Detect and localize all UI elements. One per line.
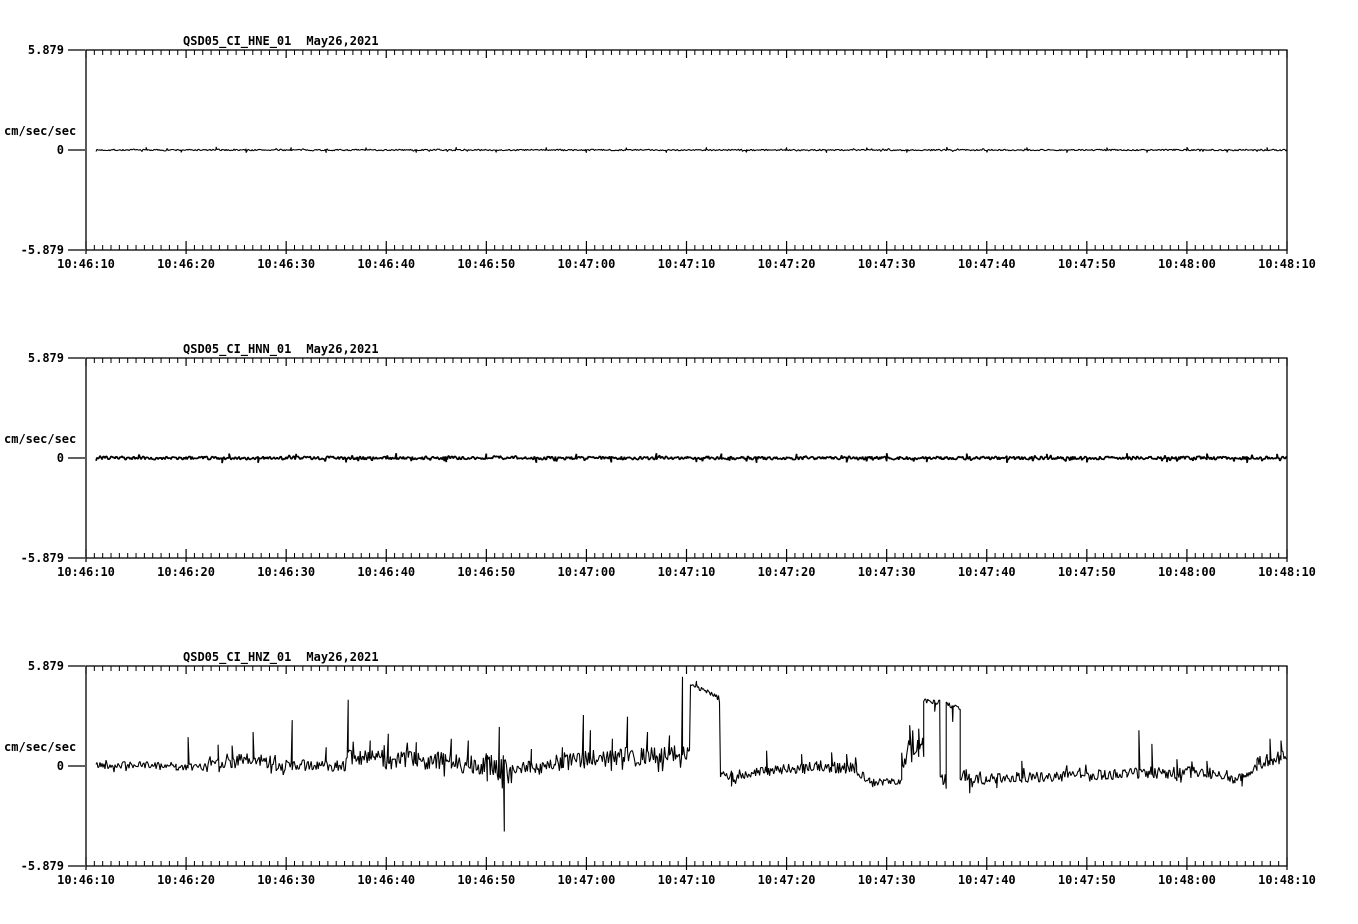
x-tick-label: 10:48:00 <box>1158 257 1216 271</box>
x-tick-label: 10:47:50 <box>1057 257 1116 271</box>
x-tick-label: 10:47:40 <box>957 565 1016 579</box>
y-min-label: -5.879 <box>20 551 64 565</box>
x-tick-label: 10:46:10 <box>57 565 115 579</box>
panel-title <box>183 34 379 48</box>
waveform-trace <box>96 147 1287 153</box>
x-tick-label: 10:46:50 <box>457 565 516 579</box>
y-max-label: 5.879 <box>27 659 64 673</box>
y-axis-unit-label: cm/sec/sec <box>4 124 77 138</box>
x-tick-label: 10:47:20 <box>757 873 816 887</box>
y-max-label: 5.879 <box>27 351 64 365</box>
x-tick-label: 10:47:30 <box>857 257 916 271</box>
x-tick-label: 10:46:40 <box>357 257 416 271</box>
x-tick-label: 10:46:10 <box>57 257 115 271</box>
panel-hnz <box>0 616 1358 924</box>
x-tick-label: 10:48:00 <box>1158 873 1216 887</box>
x-tick-label: 10:48:10 <box>1258 257 1316 271</box>
x-tick-label: 10:47:50 <box>1057 565 1116 579</box>
station-channel-label: QSD05_CI_HNE_01 <box>183 34 292 48</box>
x-tick-label: 10:47:40 <box>957 257 1016 271</box>
waveform-trace <box>96 453 1287 463</box>
x-tick-label: 10:48:00 <box>1158 565 1216 579</box>
y-axis-unit-label: cm/sec/sec <box>4 432 77 446</box>
date-label: May26,2021 <box>306 342 379 356</box>
y-zero-label: 0 <box>56 143 64 157</box>
x-tick-label: 10:47:50 <box>1057 873 1116 887</box>
x-tick-label: 10:46:20 <box>157 565 215 579</box>
x-tick-label: 10:47:40 <box>957 873 1016 887</box>
x-tick-label: 10:46:40 <box>357 565 416 579</box>
x-tick-label: 10:47:30 <box>857 565 916 579</box>
x-tick-label: 10:47:10 <box>657 257 716 271</box>
x-tick-label: 10:46:40 <box>357 873 416 887</box>
x-tick-label: 10:47:10 <box>657 565 716 579</box>
date-label: May26,2021 <box>306 650 379 664</box>
x-tick-label: 10:46:30 <box>257 565 316 579</box>
x-tick-label: 10:48:10 <box>1258 873 1316 887</box>
x-tick-label: 10:46:50 <box>457 873 516 887</box>
x-tick-label: 10:47:20 <box>757 565 816 579</box>
x-tick-label: 10:47:30 <box>857 873 916 887</box>
plot-border <box>86 666 1287 866</box>
x-tick-label: 10:48:10 <box>1258 565 1316 579</box>
y-max-label: 5.879 <box>27 43 64 57</box>
x-tick-label: 10:47:00 <box>557 257 616 271</box>
x-tick-label: 10:46:20 <box>157 257 215 271</box>
y-min-label: -5.879 <box>20 243 64 257</box>
x-tick-label: 10:46:50 <box>457 257 516 271</box>
panel-title <box>183 342 379 356</box>
panel-hnn <box>0 308 1358 616</box>
panel-hne <box>0 0 1358 308</box>
x-tick-label: 10:47:10 <box>657 873 716 887</box>
x-tick-label: 10:47:20 <box>757 257 816 271</box>
station-channel-label: QSD05_CI_HNN_01 <box>183 342 292 356</box>
x-tick-label: 10:47:00 <box>557 873 616 887</box>
x-tick-label: 10:46:10 <box>57 873 115 887</box>
y-min-label: -5.879 <box>20 859 64 873</box>
x-tick-label: 10:47:00 <box>557 565 616 579</box>
x-tick-label: 10:46:20 <box>157 873 215 887</box>
y-axis-unit-label: cm/sec/sec <box>4 740 77 754</box>
x-tick-label: 10:46:30 <box>257 257 316 271</box>
date-label: May26,2021 <box>306 34 379 48</box>
x-tick-label: 10:46:30 <box>257 873 316 887</box>
station-channel-label: QSD05_CI_HNZ_01 <box>183 650 292 664</box>
y-zero-label: 0 <box>56 451 64 465</box>
panel-title <box>183 650 379 664</box>
waveform-trace <box>96 677 1287 832</box>
y-zero-label: 0 <box>56 759 64 773</box>
